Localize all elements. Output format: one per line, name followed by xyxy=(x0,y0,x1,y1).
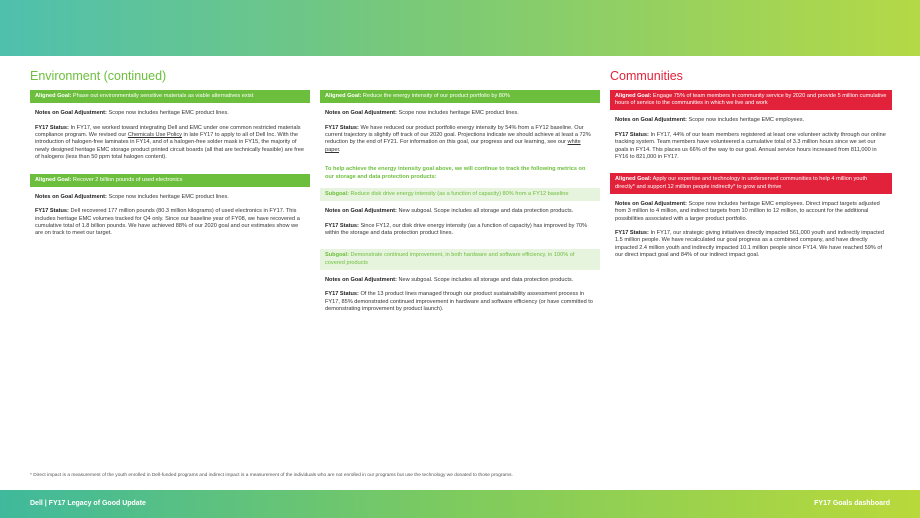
status-paragraph: FY17 Status: Since FY12, our disk drive energy intensity (as a function of capacity) has improved by 70% within the storage and data protection product lines. xyxy=(325,222,588,237)
aligned-goal-banner: Aligned Goal: Recover 2 billion pounds of used electronics xyxy=(30,174,310,187)
notes-paragraph: Notes on Goal Adjustment: Scope now includes heritage EMC product lines. xyxy=(325,110,519,117)
footnote: * Direct impact is a measurement of the youth enrolled in Dell-funded programs and indirect impact is a measurement of the individuals who are not enrolled in our programs but use the technology we donated to those programs. xyxy=(30,473,513,478)
footer-dashboard-link[interactable]: FY17 Goals dashboard xyxy=(814,500,890,507)
status-paragraph: FY17 Status: In FY17, we worked toward integrating Dell and EMC under one common restricted materials compliance program. We revised our Chemicals Use Policy in late FY17 to apply to all of Dell Inc. With the introduction of halogen-free laminates in FY14, and of a halogen-free solder mask in FY15, the majority of newly designed heritage EMC storage product printed circuit boards (all that are technically feasible) are free of halogens (less than 50 ppm total halogen content). xyxy=(35,124,304,161)
chemicals-use-policy-link[interactable]: Chemicals Use Policy xyxy=(127,132,182,139)
status-paragraph: FY17 Status: We have reduced our product portfolio energy intensity by 54% from a FY12 baseline. Our current trajectory is slightly off track of our 2020 goal. Projections indicate we should achieve at least a 72% reduction by the end of FY21. For information on this goal, our progress and our learning, see our white paper. xyxy=(325,124,591,153)
status-paragraph: FY17 Status: In FY17, 44% of our team members registered at least one volunteer activity through our online tracking system. Team members have volunteered a cumulative total of 3.3 million hours since we set our goals in FY14. This places us 66% of the way to our goal. Annual service hours increased from 811,000 in FY16 to 821,000 in FY17. xyxy=(615,131,886,161)
header-band xyxy=(0,0,920,56)
metrics-intro: To help achieve the energy intensity goal above, we will continue to track the following metrics on our storage and data protection products: xyxy=(325,166,586,180)
column-environment-left xyxy=(30,90,310,238)
notes-paragraph: Notes on Goal Adjustment: New subgoal. Scope includes all storage and data protection products. xyxy=(325,276,574,283)
column-communities xyxy=(610,90,892,260)
white-paper-link[interactable]: white paper xyxy=(325,139,581,153)
status-paragraph: FY17 Status: In FY17, our strategic giving initiatives directly impacted 561,000 youth and indirectly impacted 1.5 million people. We have recalculated our goal progress as a combined company, and have directly impacted 2.4 million youth and indirectly impacted 10.1 million people since FY14. We have reached 59% of our direct impact goal and 84% of our indirect impact goal. xyxy=(615,230,884,259)
notes-paragraph: Notes on Goal Adjustment: Scope now includes heritage EMC employees. Direct impact targets adjusted from 3 million to 4 million, and indirect targets from 10 million to 12 million, to account for the additional possibilities associated with a larger product portfolio. xyxy=(615,200,880,222)
status-paragraph: FY17 Status: Of the 13 product lines managed through our product sustainability assessment process in FY17, 85% demonstrated continued improvement in hardware and software efficiency (or have committed to demonstrating improvement by product launch). xyxy=(325,291,593,313)
section-title-communities: Communities xyxy=(610,69,683,83)
notes-paragraph: Notes on Goal Adjustment: Scope now includes heritage EMC employees. xyxy=(615,117,805,124)
subgoal-banner: Subgoal: Reduce disk drive energy intensity (as a function of capacity) 80% from a FY12 baseline xyxy=(320,188,600,201)
aligned-goal-banner xyxy=(30,90,310,103)
notes-paragraph: Notes on Goal Adjustment: Scope now includes heritage EMC product lines. xyxy=(35,193,229,200)
status-paragraph: FY17 Status: Dell recovered 177 million pounds (80.3 million kilograms) of used electronics in FY17. This includes heritage EMC volumes tracked for Q4 only. Since our baseline year of FY08, we have recovered a cumulative total of 1.8 billion pounds. We have achieved 88% of our 2020 goal and our estimates show we are on track to meet our target. xyxy=(35,208,300,237)
footer-band xyxy=(0,490,920,518)
aligned-goal-banner: Aligned Goal: Engage 75% of team members in community service by 2020 and provide 5 million cumulative hours of service to the communities in which we live and work xyxy=(610,90,892,110)
section-title-environment: Environment (continued) xyxy=(30,69,167,83)
footer-title: Dell | FY17 Legacy of Good Update xyxy=(30,500,146,507)
goal-label: Aligned Goal: xyxy=(35,93,72,99)
goal-text: Phase out environmentally sensitive materials as viable alternatives exist xyxy=(72,93,254,99)
aligned-goal-banner: Aligned Goal: Reduce the energy intensity of our product portfolio by 80% xyxy=(320,90,600,103)
column-environment-middle xyxy=(320,90,600,314)
subgoal-banner: Subgoal: Demonstrate continued improvement, in both hardware and software efficiency, in 100% of covered products xyxy=(320,249,600,269)
notes-paragraph: Notes on Goal Adjustment: New subgoal. Scope includes all storage and data protection products. xyxy=(325,208,574,215)
aligned-goal-banner: Aligned Goal: Apply our expertise and technology in underserved communities to help 4 million youth directly* and support 12 million people indirectly* to grow and thrive xyxy=(610,173,892,193)
notes-paragraph: Notes on Goal Adjustment: Scope now includes heritage EMC product lines. xyxy=(35,110,229,117)
